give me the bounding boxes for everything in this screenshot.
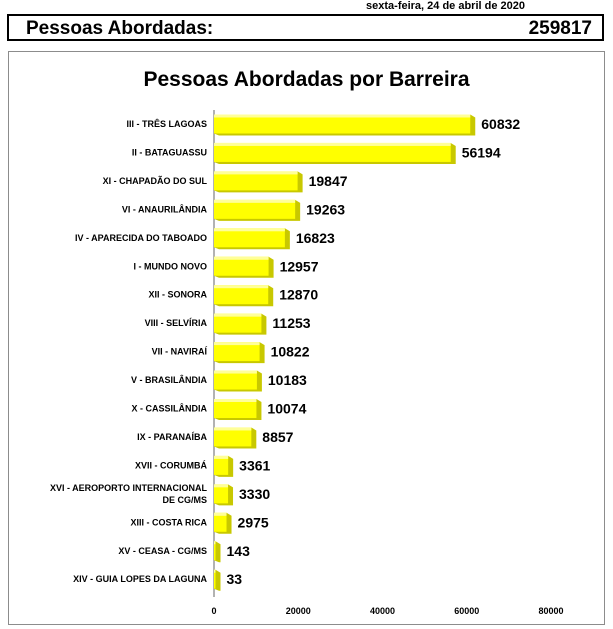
bar-highlight (214, 456, 228, 459)
category-label: VII - NAVIRAÍ (151, 346, 207, 357)
bar-highlight (214, 314, 261, 317)
value-label: 11253 (272, 315, 311, 332)
value-label: 56194 (461, 144, 501, 161)
category-label: I - MUNDO NOVO (133, 261, 207, 272)
category-label: II - BATAGUASSU (131, 147, 207, 158)
value-label: 12870 (279, 286, 319, 303)
value-label: 10822 (270, 343, 310, 360)
bar-highlight (214, 115, 470, 118)
bar-highlight (214, 285, 268, 288)
category-label: IX - PARANAÍBA (137, 431, 207, 442)
bar-highlight (214, 541, 216, 544)
category-label: XIV - GUIA LOPES DA LAGUNA (73, 574, 207, 585)
category-label: XVII - CORUMBÁ (135, 460, 207, 471)
x-tick-label: 20000 (285, 606, 311, 616)
category-label: XII - SONORA (148, 289, 207, 300)
value-label: 143 (226, 542, 250, 559)
category-label: XI - CHAPADÃO DO SUL (102, 175, 207, 186)
bar-highlight (214, 570, 216, 573)
bar-highlight (214, 143, 451, 146)
value-label: 19847 (308, 172, 348, 189)
category-label: XVI - AEROPORTO INTERNACIONAL (49, 482, 207, 493)
bar-highlight (214, 171, 298, 174)
bar-highlight (214, 342, 260, 345)
value-label: 2975 (237, 514, 269, 531)
value-label: 3361 (239, 457, 271, 474)
category-label: VI - ANAURILÂNDIA (121, 204, 207, 215)
value-label: 10074 (267, 400, 307, 417)
value-label: 3330 (239, 485, 271, 502)
category-label: IV - APARECIDA DO TABOADO (75, 232, 207, 243)
value-label: 10183 (267, 372, 307, 389)
bar-highlight (214, 200, 295, 203)
category-label: V - BRASILÂNDIA (131, 375, 207, 386)
x-tick-label: 40000 (369, 606, 396, 616)
bar-highlight (214, 399, 256, 402)
category-label: XIII - COSTA RICA (130, 517, 207, 528)
x-tick-label: 0 (211, 606, 217, 616)
x-tick-label: 80000 (538, 606, 564, 616)
category-label: VIII - SELVÍRIA (144, 318, 207, 329)
value-label: 33 (226, 571, 243, 588)
total-value: 259817 (528, 18, 592, 39)
category-label: III - TRÊS LAGOAS (126, 119, 207, 129)
bar-highlight (214, 228, 285, 231)
bar-highlight (214, 371, 257, 374)
bar-highlight (214, 427, 251, 430)
value-label: 16823 (295, 229, 335, 246)
value-label: 19263 (306, 201, 346, 218)
report-date: sexta-feira, 24 de abril de 2020 (366, 0, 525, 12)
bar-highlight (214, 257, 269, 260)
chart-title: Pessoas Abordadas por Barreira (143, 68, 470, 91)
category-label: X - CASSILÂNDIA (131, 403, 207, 414)
value-label: 8857 (262, 428, 294, 445)
total-label: Pessoas Abordadas: (26, 18, 214, 39)
value-label: 60832 (481, 116, 521, 132)
x-tick-label: 60000 (454, 606, 480, 616)
bar-highlight (214, 513, 227, 516)
category-label: DE CG/MS (162, 494, 207, 505)
category-label: XV - CEASA - CG/MS (118, 545, 207, 556)
value-label: 12957 (279, 258, 319, 275)
bar-highlight (214, 484, 228, 487)
